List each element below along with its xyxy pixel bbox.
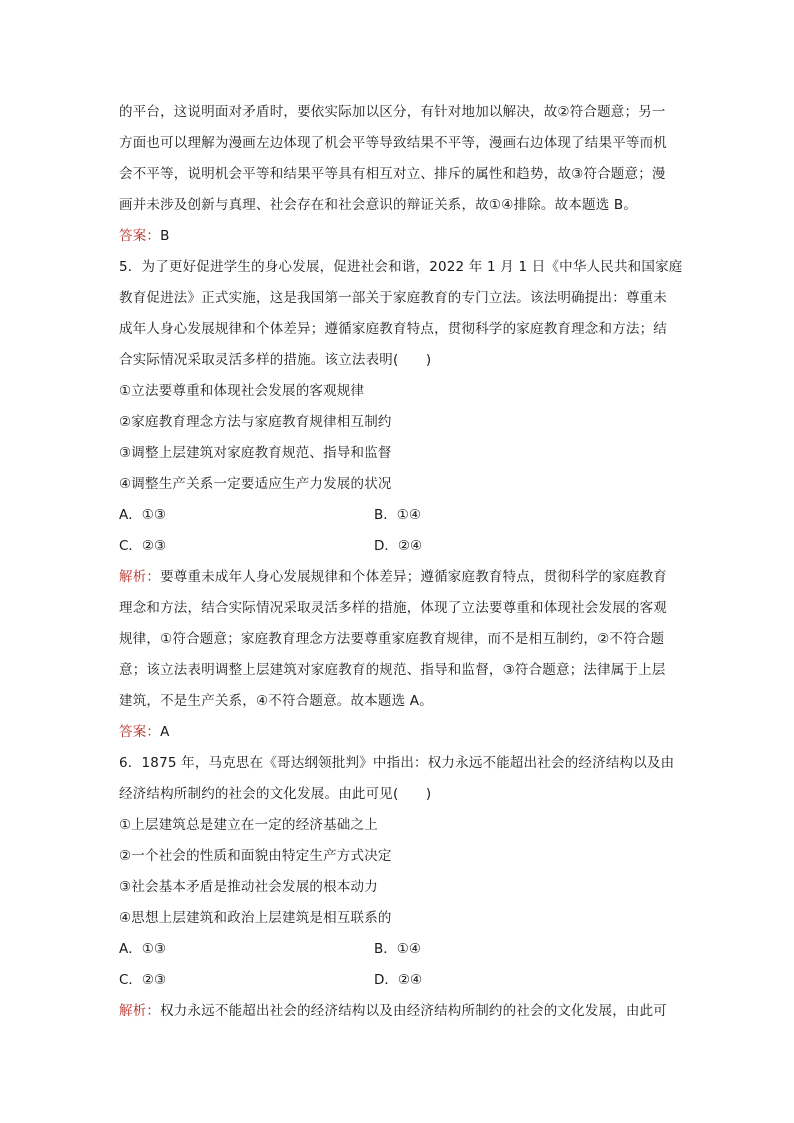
statement-item: ③调整上层建筑对家庭教育规范、指导和监督 <box>119 445 392 461</box>
question-stem-line: 经济结构所制约的社会的文化发展。由此可见( ) <box>119 786 432 802</box>
question-stem-line: 5．为了更好促进学生的身心发展，促进社会和谐，2022 年 1 月 1 日《中华人民共和国家庭 <box>119 259 683 275</box>
text-line: 方面也可以理解为漫画左边体现了机会平等导致结果不平等，漫画右边体现了结果平等而机 <box>119 135 667 151</box>
statement-item: ④思想上层建筑和政治上层建筑是相互联系的 <box>119 910 392 926</box>
prev-answer <box>119 221 685 252</box>
option-c: C．②③ <box>119 538 167 554</box>
question-stem-line: 6．1875 年，马克思在《哥达纲领批判》中指出：权力永远不能超出社会的经济结构以及由 <box>119 755 675 771</box>
prev-analysis <box>119 97 685 221</box>
option-d: D．②④ <box>374 972 423 988</box>
analysis-label: 解析： <box>119 569 161 585</box>
question-stem-line: 合实际情况采取灵活多样的措施。该立法表明( ) <box>119 352 432 368</box>
option-c: C．②③ <box>119 972 167 988</box>
analysis-label: 解析： <box>119 1003 161 1019</box>
options-row <box>119 965 685 996</box>
analysis-first-line <box>119 562 685 593</box>
answer <box>119 717 685 748</box>
question-6 <box>119 748 685 1027</box>
statement-item: ①立法要尊重和体现社会发展的客观规律 <box>119 383 365 399</box>
analysis-line: 规律，①符合题意；家庭教育理念方法要尊重家庭教育规律，而不是相互制约，②不符合题 <box>119 631 665 647</box>
options-row <box>119 934 685 965</box>
option-b: B．①④ <box>374 941 421 957</box>
question-stem-line: 成年人身心发展规律和个体差异；遵循家庭教育特点，贯彻科学的家庭教育理念和方法；结 <box>119 321 667 337</box>
analysis-text: 权力永远不能超出社会的经济结构以及由经济结构所制约的社会的文化发展，由此可 <box>160 1003 668 1019</box>
analysis-first-line <box>119 996 685 1027</box>
analysis-line: 理念和方法，结合实际情况采取灵活多样的措施，体现了立法要尊重和体现社会发展的客观 <box>119 600 667 616</box>
text-line: 画并未涉及创新与真理、社会存在和社会意识的辩证关系，故①④排除。故本题选 B。 <box>119 197 638 213</box>
question-5 <box>119 252 685 748</box>
analysis-line: 建筑，不是生产关系，④不符合题意。故本题选 A。 <box>119 693 433 709</box>
document-page <box>119 97 685 1027</box>
statement-item: ②一个社会的性质和面貌由特定生产方式决定 <box>119 848 392 864</box>
answer-value: A <box>160 724 170 740</box>
option-a: A．①③ <box>119 507 166 523</box>
option-a: A．①③ <box>119 941 166 957</box>
statement-item: ①上层建筑总是建立在一定的经济基础之上 <box>119 817 378 833</box>
statement-item: ③社会基本矛盾是推动社会发展的根本动力 <box>119 879 378 895</box>
answer-label: 答案： <box>119 228 161 244</box>
answer-value: B <box>160 228 170 244</box>
analysis-line: 意；该立法表明调整上层建筑对家庭教育的规范、指导和监督，③符合题意；法律属于上层 <box>119 662 666 678</box>
text-line: 的平台，这说明面对矛盾时，要依实际加以区分，有针对地加以解决，故②符合题意；另一 <box>119 104 666 120</box>
option-d: D．②④ <box>374 538 423 554</box>
question-stem-line: 教育促进法》正式实施，这是我国第一部关于家庭教育的专门立法。该法明确提出：尊重未 <box>119 290 667 306</box>
options-row <box>119 531 685 562</box>
analysis-text: 要尊重未成年人身心发展规律和个体差异；遵循家庭教育特点，贯彻科学的家庭教育 <box>160 569 668 585</box>
statement-item: ②家庭教育理念方法与家庭教育规律相互制约 <box>119 414 392 430</box>
statement-item: ④调整生产关系一定要适应生产力发展的状况 <box>119 476 392 492</box>
text-line: 会不平等，说明机会平等和结果平等具有相互对立、排斥的属性和趋势，故③符合题意；漫 <box>119 166 666 182</box>
options-row <box>119 500 685 531</box>
option-b: B．①④ <box>374 507 421 523</box>
answer-label: 答案： <box>119 724 161 740</box>
